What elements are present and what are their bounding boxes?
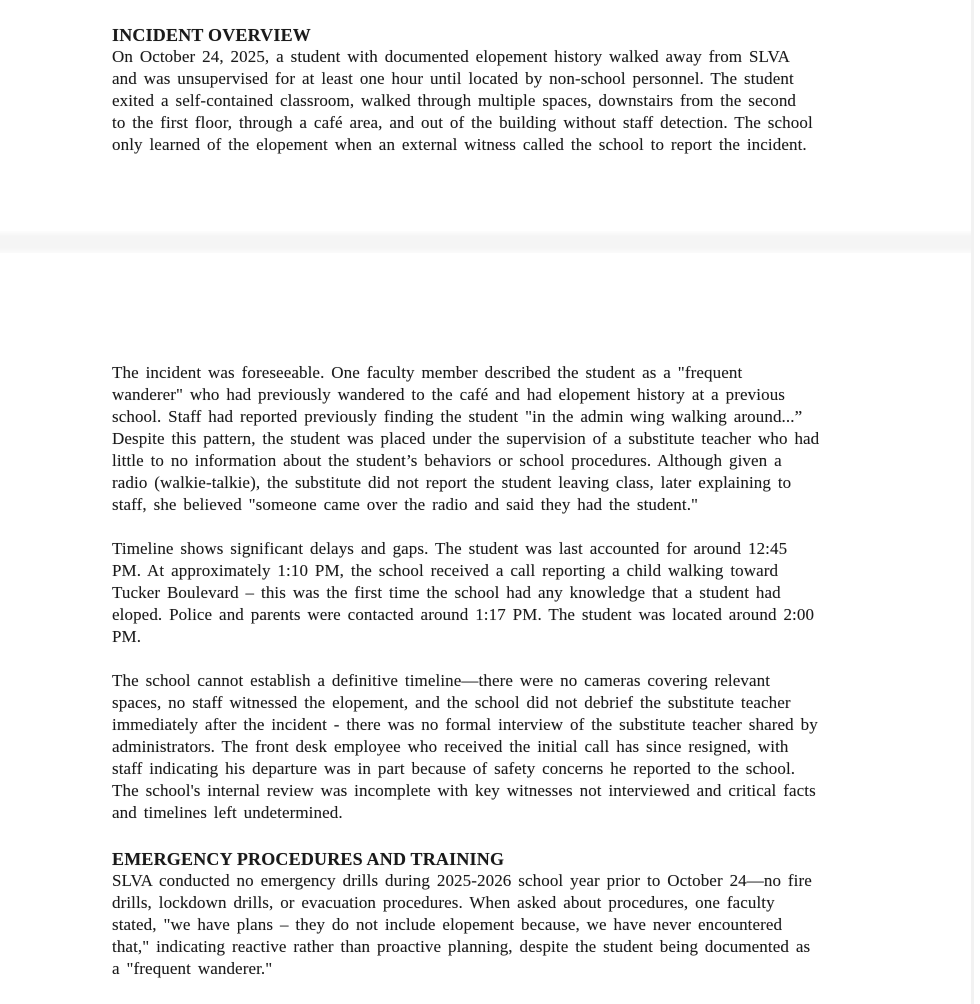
text-line: eloped. Police and parents were contacted around 1:17 PM. The student was located around 2:00	[112, 605, 815, 624]
text-line: The incident was foreseeable. One faculty member described the student as a "frequent	[112, 363, 743, 382]
text-line: PM. At approximately 1:10 PM, the school received a call reporting a child walking toward	[112, 561, 779, 580]
text-line: PM.	[112, 627, 142, 646]
text-line: and timelines left undetermined.	[112, 803, 343, 822]
paragraph	[112, 362, 872, 516]
text-line: a "frequent wanderer."	[112, 959, 273, 978]
text-line: stated, "we have plans – they do not include elopement because, we have never encountered	[112, 915, 783, 934]
page-right-edge	[971, 0, 974, 1004]
section-heading: EMERGENCY PROCEDURES AND TRAINING	[112, 849, 505, 869]
text-line: administrators. The front desk employee who received the initial call has since resigned, with	[112, 737, 789, 756]
text-line: only learned of the elopement when an external witness called the school to report the incident.	[112, 135, 807, 154]
text-line: spaces, no staff witnessed the elopement, and the school did not debrief the substitute teacher	[112, 693, 791, 712]
text-line: SLVA conducted no emergency drills during 2025-2026 school year prior to October 24—no fire	[112, 871, 812, 890]
text-line: On October 24, 2025, a student with documented elopement history walked away from SLVA	[112, 47, 791, 66]
text-line: wanderer" who had previously wandered to the café and had elopement history at a previous	[112, 385, 786, 404]
text-line: Timeline shows significant delays and gaps. The student was last accounted for around 12:45	[112, 539, 788, 558]
paragraph	[112, 538, 872, 648]
text-line: exited a self-contained classroom, walked through multiple spaces, downstairs from the second	[112, 91, 797, 110]
text-line: to the first floor, through a café area, and out of the building without staff detection. The school	[112, 113, 813, 132]
document-page-2	[0, 253, 971, 1004]
document-page-1	[0, 0, 971, 231]
paragraph	[112, 46, 872, 156]
paragraph	[112, 670, 872, 824]
text-line: little to no information about the student’s behaviors or school procedures. Although given a	[112, 451, 782, 470]
page-2-content	[0, 253, 872, 980]
text-line: school. Staff had reported previously finding the student "in the admin wing walking around...”	[112, 407, 803, 426]
text-line: Despite this pattern, the student was placed under the supervision of a substitute teacher who had	[112, 429, 820, 448]
page-1-content	[0, 0, 872, 156]
text-line: Tucker Boulevard – this was the first time the school had any knowledge that a student had	[112, 583, 781, 602]
section-heading: INCIDENT OVERVIEW	[112, 25, 311, 45]
text-line: and was unsupervised for at least one hour until located by non-school personnel. The student	[112, 69, 794, 88]
text-line: radio (walkie-talkie), the substitute did not report the student leaving class, later explaining to	[112, 473, 792, 492]
paragraph	[112, 870, 872, 980]
text-line: staff, she believed "someone came over the radio and said they had the student."	[112, 495, 699, 514]
text-line: that," indicating reactive rather than proactive planning, despite the student being documented as	[112, 937, 811, 956]
text-line: immediately after the incident - there was no formal interview of the substitute teacher shared by	[112, 715, 818, 734]
text-line: The school's internal review was incomplete with key witnesses not interviewed and critical facts	[112, 781, 816, 800]
text-line: staff indicating his departure was in part because of safety concerns he reported to the school.	[112, 759, 796, 778]
page-gap	[0, 231, 971, 253]
text-line: The school cannot establish a definitive timeline—there were no cameras covering relevant	[112, 671, 771, 690]
text-line: drills, lockdown drills, or evacuation procedures. When asked about procedures, one faculty	[112, 893, 775, 912]
